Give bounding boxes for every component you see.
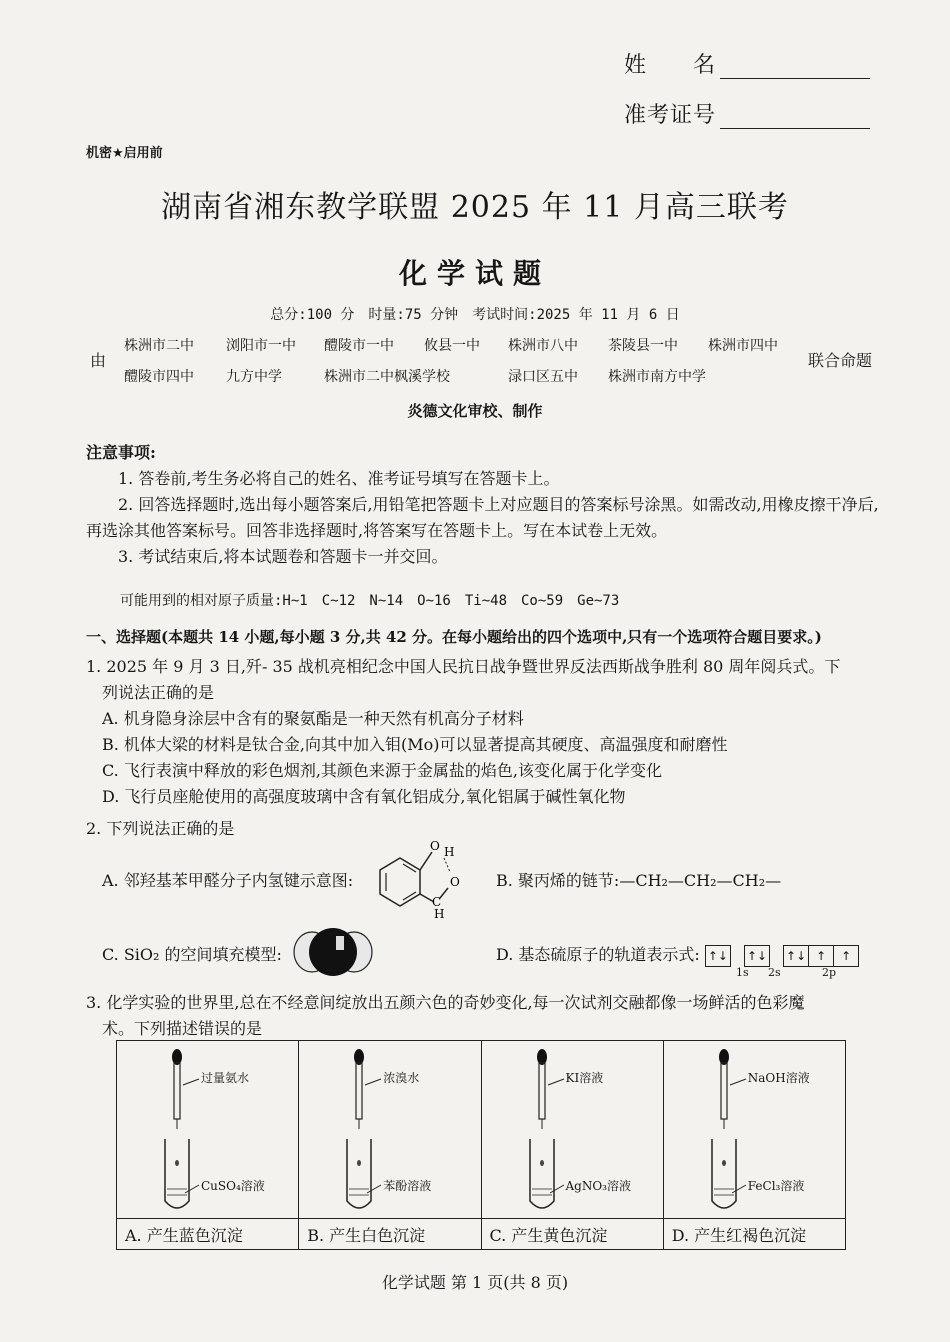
solution-label-d: FeCl₃溶液 <box>747 1179 805 1193</box>
orbital-label: 2p <box>822 966 837 979</box>
q1-option-a[interactable]: A. 机身隐身涂层中含有的聚氨酯是一种天然有机高分子材料 <box>102 709 524 728</box>
name-blank[interactable] <box>720 56 870 79</box>
silicon-atom <box>309 928 357 976</box>
notice-list <box>86 466 886 570</box>
q1-option-b[interactable]: B. 机体大梁的材料是钛合金,向其中加入钼(Mo)可以显著提高其硬度、高温强度和耐磨性 <box>102 735 728 754</box>
reagent-label-d: NaOH溶液 <box>747 1071 810 1085</box>
q2-option-d[interactable]: D. 基态硫原子的轨道表示式: ↑↓ ↑↓ ↑↓ ↑ ↑ <box>496 942 859 967</box>
experiment-table <box>116 1040 846 1250</box>
school: 株洲市四中 <box>708 338 778 354</box>
atom-label: H <box>444 845 455 859</box>
school: 醴陵市四中 <box>124 369 194 385</box>
confidential-mark: 机密★启用前 <box>86 146 163 161</box>
school: 株洲市八中 <box>508 338 578 354</box>
notice-item: 1. 答卷前,考生务必将自己的姓名、准考证号填写在答题卡上。 <box>118 469 560 488</box>
subject-title: 化学试题 <box>398 257 551 290</box>
page-footer: 化学试题 第 1 页(共 8 页) <box>381 1273 569 1292</box>
school: 渌口区五中 <box>508 369 578 385</box>
orbital-2p-3: ↑ <box>834 945 859 967</box>
reagent-label-a: 过量氨水 <box>201 1071 250 1085</box>
experiment-cell-c <box>481 1041 663 1219</box>
exam-id-field: 准考证号 <box>624 98 870 129</box>
school: 茶陵县一中 <box>608 338 678 354</box>
school: 九方中学 <box>226 369 282 385</box>
q1-option-d[interactable]: D. 飞行员座舱使用的高强度玻璃中含有氧化铝成分,氧化铝属于碱性氧化物 <box>102 787 626 806</box>
orbital-label: 2s <box>768 966 781 979</box>
experiment-cell-b <box>299 1041 481 1219</box>
experiment-cell-d <box>663 1041 845 1219</box>
reagent-label-c: KI溶液 <box>565 1071 604 1085</box>
orbital-label: 1s <box>736 966 749 979</box>
experiment-cell-a <box>117 1041 299 1219</box>
atom-label: O <box>450 875 460 889</box>
q2-stem: 2. 下列说法正确的是 <box>86 819 235 838</box>
by-label: 由 <box>90 351 107 370</box>
q3-option-d[interactable]: D. 产生红褐色沉淀 <box>663 1219 845 1250</box>
q3-option-b[interactable]: B. 产生白色沉淀 <box>299 1219 481 1250</box>
school: 攸县一中 <box>424 338 480 354</box>
q1-stem: 1. 2025 年 9 月 3 日,歼- 35 战机亮相纪念中国人民抗日战争暨世界反法西斯战争胜利 80 周年阅兵式。下 列说法正确的是 <box>86 657 841 702</box>
page-title: 湖南省湘东教学联盟 2025 年 11 月高三联考 <box>161 190 789 225</box>
q1-option-c[interactable]: C. 飞行表演中释放的彩色烟剂,其颜色来源于金属盐的焰色,该变化属于化学变化 <box>102 761 663 780</box>
exam-id-blank[interactable] <box>720 106 870 129</box>
q1-options <box>102 706 728 810</box>
notice-title: 注意事项: <box>86 443 156 462</box>
orbital-2p-2: ↑ <box>809 945 834 967</box>
atom-label: O <box>430 839 440 853</box>
q2-option-c[interactable]: C. SiO₂ 的空间填充模型: <box>102 945 282 964</box>
atom-label: C <box>432 895 442 909</box>
orbital-1s: ↑↓ <box>705 945 731 967</box>
q2-option-a[interactable]: A. 邻羟基苯甲醛分子内氢键示意图: <box>102 871 354 890</box>
sio2-space-filling-model <box>292 924 374 980</box>
school: 株洲市南方中学 <box>608 369 706 385</box>
orbital-2p-1: ↑↓ <box>783 945 809 967</box>
solution-label-c: AgNO₃溶液 <box>565 1179 631 1193</box>
atomic-masses: 可能用到的相对原子质量:H~1 C~12 N~14 O~16 Ti~48 Co~59 Ge~73 <box>120 593 620 609</box>
notice-item: 2. 回答选择题时,选出每小题答案后,用铅笔把答题卡上对应题目的答案标号涂黑。如需改动,用橡皮擦干净后,再选涂其他答案标号。回答非选择题时,将答案写在答题卡上。写在本试卷上无效。 <box>86 495 879 540</box>
notice-item: 3. 考试结束后,将本试题卷和答题卡一并交回。 <box>118 547 448 566</box>
q3-option-c[interactable]: C. 产生黄色沉淀 <box>481 1219 663 1250</box>
solution-label-b: 苯酚溶液 <box>383 1179 432 1193</box>
school: 醴陵市一中 <box>324 338 394 354</box>
orbital-2s: ↑↓ <box>744 945 770 967</box>
name-field: 姓 名 <box>624 48 870 79</box>
joint-label: 联合命题 <box>808 351 873 370</box>
salicylaldehyde-structure <box>374 836 470 920</box>
school: 株洲市二中枫溪学校 <box>324 369 450 385</box>
producer: 炎德文化审校、制作 <box>407 402 543 420</box>
solution-label-a: CuSO₄溶液 <box>201 1179 265 1193</box>
reagent-label-b: 浓溴水 <box>383 1071 420 1085</box>
school: 浏阳市一中 <box>226 338 296 354</box>
school: 株洲市二中 <box>124 338 194 354</box>
exam-info: 总分:100 分 时量:75 分钟 考试时间:2025 年 11 月 6 日 <box>270 307 680 323</box>
section-title: 一、选择题(本题共 14 小题,每小题 3 分,共 42 分。在每小题给出的四个选项中,只有一个选项符合题目要求。) <box>86 628 822 646</box>
atom-label: H <box>434 907 445 920</box>
q3-stem: 3. 化学实验的世界里,总在不经意间绽放出五颜六色的奇妙变化,每一次试剂交融都像一场鲜活的色彩魔 术。下列描述错误的是 <box>86 993 805 1038</box>
q2-option-b[interactable]: B. 聚丙烯的链节:—CH₂—CH₂—CH₂— <box>496 871 782 890</box>
q3-option-a[interactable]: A. 产生蓝色沉淀 <box>117 1219 299 1250</box>
